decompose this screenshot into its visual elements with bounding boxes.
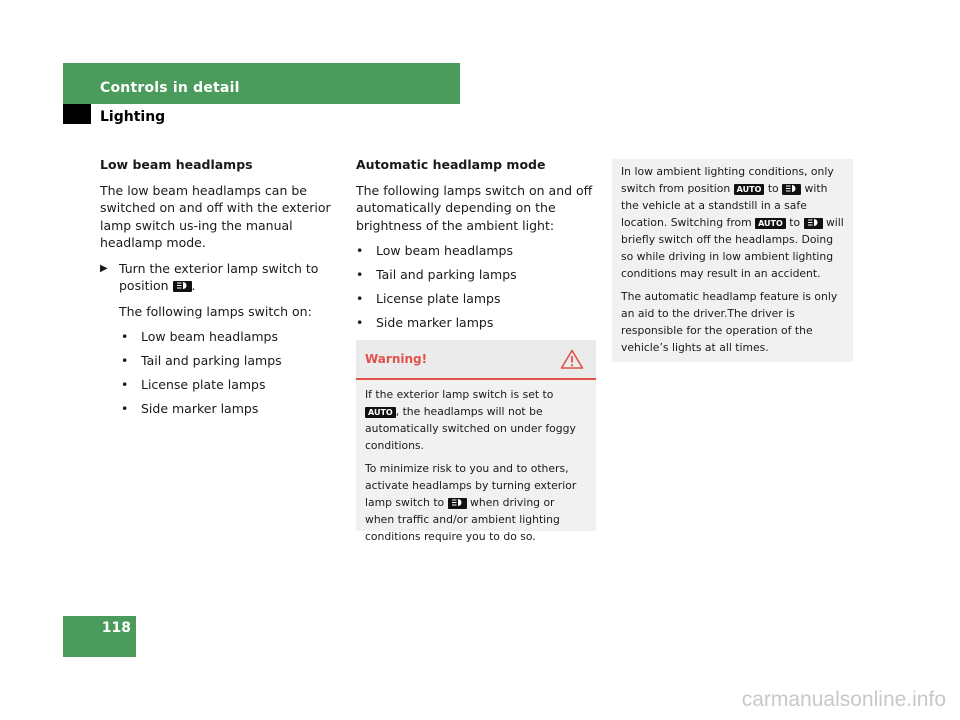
- step-text: Turn the exterior lamp switch to position: [119, 260, 319, 293]
- lamp-list: [100, 328, 346, 418]
- bullet-icon: •: [356, 267, 364, 282]
- list-item: • License plate lamps: [356, 291, 501, 306]
- low-beam-symbol-icon: [782, 184, 801, 195]
- page-number: 118: [101, 620, 131, 636]
- bullet-icon: •: [121, 401, 129, 416]
- list-item: • Side marker lamps: [121, 401, 259, 416]
- watermark: carmanualsonline.info: [741, 688, 946, 711]
- section-title: Controls in detail: [100, 80, 240, 96]
- warning-box: [356, 340, 596, 543]
- warning-body: [356, 380, 596, 545]
- auto-lamp-list: [356, 242, 602, 332]
- info-paragraph: In low ambient lighting conditions, only switch from position AUTO to with the vehicle at a standstill in a safe location. Switching from AUTO to will briefly switch off the headlamps. Doing so while driving in low ambient lighting conditions may result in an accident.: [621, 165, 844, 280]
- auto-symbol-icon: AUTO: [755, 218, 786, 229]
- auto-symbol-icon: AUTO: [734, 184, 765, 195]
- bullet-icon: •: [356, 291, 364, 306]
- auto-headlamp-section: [356, 156, 602, 338]
- warning-triangle-icon: [560, 349, 584, 373]
- info-box: [612, 159, 853, 362]
- bullet-icon: •: [121, 377, 129, 392]
- bullet-icon: •: [356, 243, 364, 258]
- info-body: [612, 159, 853, 356]
- auto-headlamp-heading: Automatic headlamp mode: [356, 157, 546, 172]
- low-beam-symbol-icon: [173, 281, 192, 292]
- warning-paragraph: If the exterior lamp switch is set to AUTO , the headlamps will not be automatically switched on under foggy conditions.: [365, 388, 576, 452]
- result-text: The following lamps switch on:: [119, 303, 312, 319]
- list-item: • Tail and parking lamps: [121, 353, 282, 368]
- bullet-icon: •: [121, 329, 129, 344]
- info-paragraph: The automatic headlamp feature is only an aid to the driver.The driver is responsible for the operation of the vehicle’s lights at all times.: [621, 290, 838, 354]
- instruction-step: ▶ Turn the exterior lamp switch to position .: [100, 260, 319, 293]
- bullet-icon: •: [356, 315, 364, 330]
- auto-headlamp-intro: The following lamps switch on and off automatically depending on the brightness of the ambient light:: [356, 182, 593, 233]
- list-item: • Low beam headlamps: [356, 243, 513, 258]
- low-beam-symbol-icon: [448, 498, 467, 509]
- low-beam-section: [100, 156, 346, 424]
- low-beam-symbol-icon: [804, 218, 823, 229]
- subsection-title: Lighting: [100, 109, 166, 125]
- low-beam-heading: Low beam headlamps: [100, 157, 253, 172]
- list-item: • Tail and parking lamps: [356, 267, 517, 282]
- list-item: • License plate lamps: [121, 377, 266, 392]
- arrow-icon: ▶: [100, 262, 108, 274]
- auto-symbol-icon: AUTO: [365, 407, 396, 418]
- list-item: • Low beam headlamps: [121, 329, 278, 344]
- low-beam-intro: The low beam headlamps can be switched on and off with the exterior lamp switch us-ing the manual headlamp mode.: [100, 182, 331, 250]
- header-marker: [63, 104, 91, 124]
- warning-paragraph: To minimize risk to you and to others, activate headlamps by turning exterior lamp switch to when driving or when traffic and/or ambient lighting conditions require you to do so.: [365, 462, 577, 543]
- bullet-icon: •: [121, 353, 129, 368]
- list-item: • Side marker lamps: [356, 315, 494, 330]
- warning-title: Warning!: [365, 352, 428, 366]
- warning-header: [356, 340, 596, 380]
